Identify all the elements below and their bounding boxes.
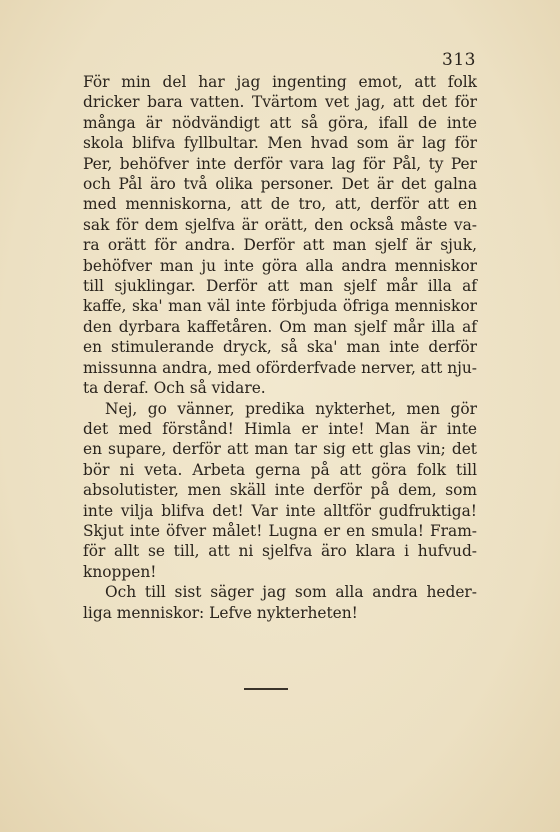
text-line: sak för dem sjelfva är orätt, den också måste va- [83, 215, 477, 234]
text-line: bör ni veta. Arbeta gerna på att göra folk till [83, 460, 477, 479]
text-line: liga menniskor: Lefve nykterheten! [83, 603, 358, 622]
text-line: skola blifva fyllbultar. Men hvad som är lag för [83, 134, 477, 153]
text-line: För min del har jag ingenting emot, att folk [83, 73, 477, 91]
text-line: Och till sist säger jag som alla andra heder- [105, 583, 477, 602]
text-line: Per, behöfver inte derför vara lag för Pål, ty Per [83, 154, 477, 173]
text-line: en stimulerande dryck, så ska' man inte derför [83, 338, 477, 357]
text-line: knoppen! [83, 562, 157, 581]
text-line: Nej, go vänner, predika nykterhet, men gör [105, 399, 477, 418]
end-rule [244, 688, 288, 690]
text-line: Skjut inte öfver målet! Lugna er en smula! Fram- [83, 521, 477, 540]
text-line: med menniskorna, att de tro, att, derför att en [83, 195, 477, 214]
text-line: missunna andra, med oförderfvade nerver, att nju- [83, 358, 478, 377]
text-line: absolutister, men skäll inte derför på dem, som [83, 481, 477, 500]
text-line: ta deraf. Och så vidare. [83, 379, 266, 398]
text-line: ra orätt för andra. Derför att man sjelf är sjuk, [83, 236, 477, 255]
text-line: inte vilja blifva det! Var inte alltför gudfruktiga! [83, 501, 477, 520]
text-line: det med förstånd! Himla er inte! Man är inte [83, 419, 477, 438]
text-line: många är nödvändigt att så göra, ifall de inte [83, 113, 477, 132]
text-line: och Pål äro två olika personer. Det är det galna [83, 175, 477, 194]
text-line: dricker bara vatten. Tvärtom vet jag, att det för [83, 93, 477, 112]
text-line: kaffe, ska' man väl inte förbjuda öfriga menniskor [83, 297, 477, 316]
body-text [83, 72, 477, 623]
page-number: 313 [442, 50, 476, 70]
text-line: för allt se till, att ni sjelfva äro klara i hufvud- [83, 542, 477, 561]
text-line: den dyrbara kaffetåren. Om man sjelf mår illa af [83, 317, 477, 336]
text-line: till sjuklingar. Derför att man sjelf mår illa af [83, 277, 477, 296]
text-line: behöfver man ju inte göra alla andra menniskor [83, 256, 477, 275]
text-line: en supare, derför att man tar sig ett glas vin; det [83, 440, 477, 459]
